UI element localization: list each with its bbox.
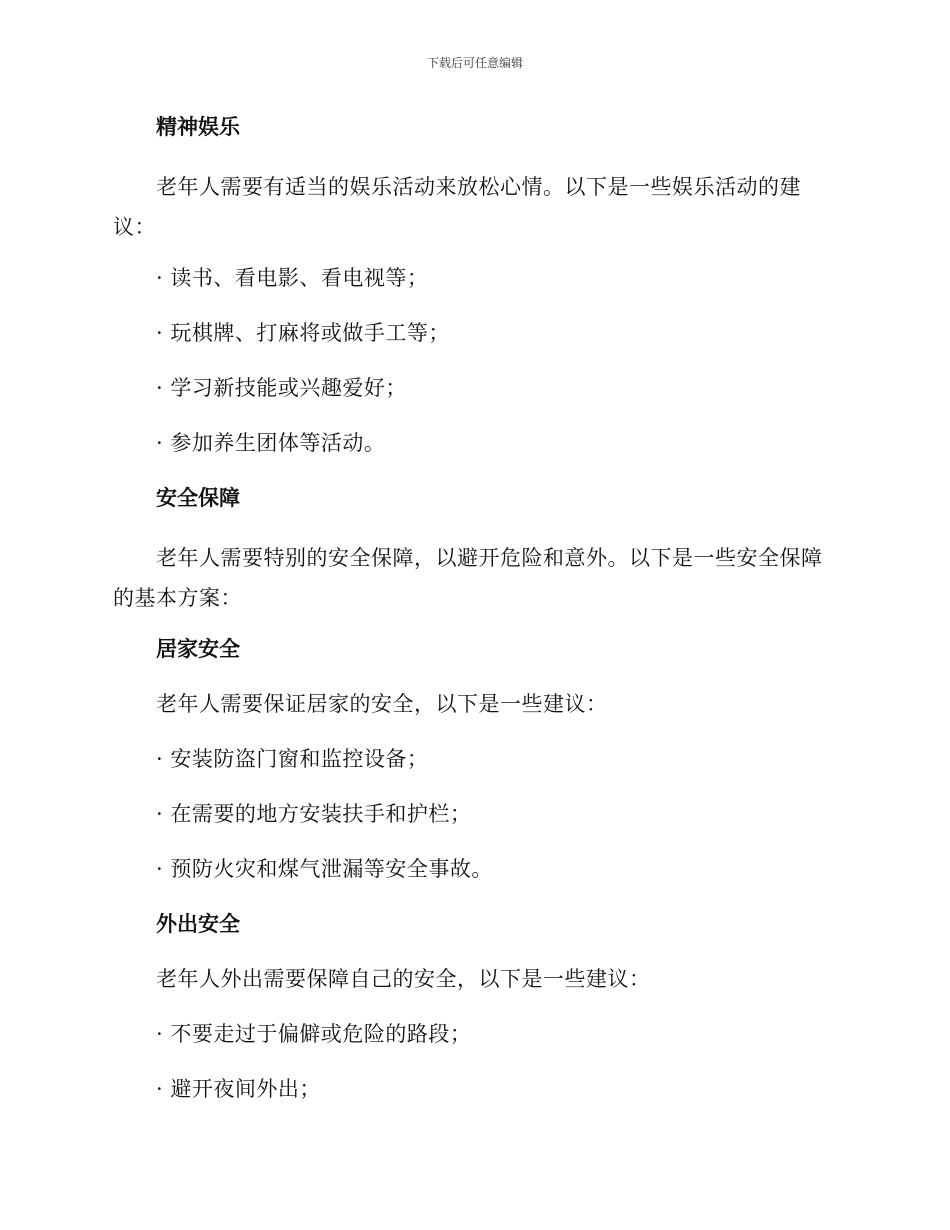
section-intro-outdoor-safety: 老年人外出需要保障自己的安全，以下是一些建议： bbox=[156, 967, 651, 991]
list-item: · 安装防盗门窗和监控设备； bbox=[156, 747, 429, 771]
section-heading-home-safety: 居家安全 bbox=[156, 637, 240, 661]
list-item: · 学习新技能或兴趣爱好； bbox=[156, 376, 407, 400]
section-intro-entertainment: 老年人需要有适当的娱乐活动来放松心情。以下是一些娱乐活动的建议： bbox=[113, 175, 801, 239]
section-heading-outdoor-safety: 外出安全 bbox=[156, 912, 240, 936]
section-intro-safety: 老年人需要特别的安全保障，以避开危险和意外。以下是一些安全保障的基本方案： bbox=[113, 546, 823, 610]
list-item: · 玩棋牌、打麻将或做手工等； bbox=[156, 321, 450, 345]
list-item: · 不要走过于偏僻或危险的路段； bbox=[156, 1022, 472, 1046]
page-header-note: 下载后可任意编辑 bbox=[426, 56, 523, 70]
list-item: · 在需要的地方安装扶手和护栏； bbox=[156, 802, 472, 826]
document-body bbox=[113, 112, 837, 1129]
section-heading-entertainment: 精神娱乐 bbox=[156, 115, 240, 139]
list-item: · 读书、看电影、看电视等； bbox=[156, 266, 429, 290]
section-heading-safety: 安全保障 bbox=[156, 486, 240, 510]
list-item: · 参加养生团体等活动。 bbox=[156, 431, 386, 455]
section-intro-home-safety: 老年人需要保证居家的安全，以下是一些建议： bbox=[156, 692, 608, 716]
list-item: · 预防火灾和煤气泄漏等安全事故。 bbox=[156, 857, 493, 881]
list-item: · 避开夜间外出； bbox=[156, 1077, 321, 1101]
